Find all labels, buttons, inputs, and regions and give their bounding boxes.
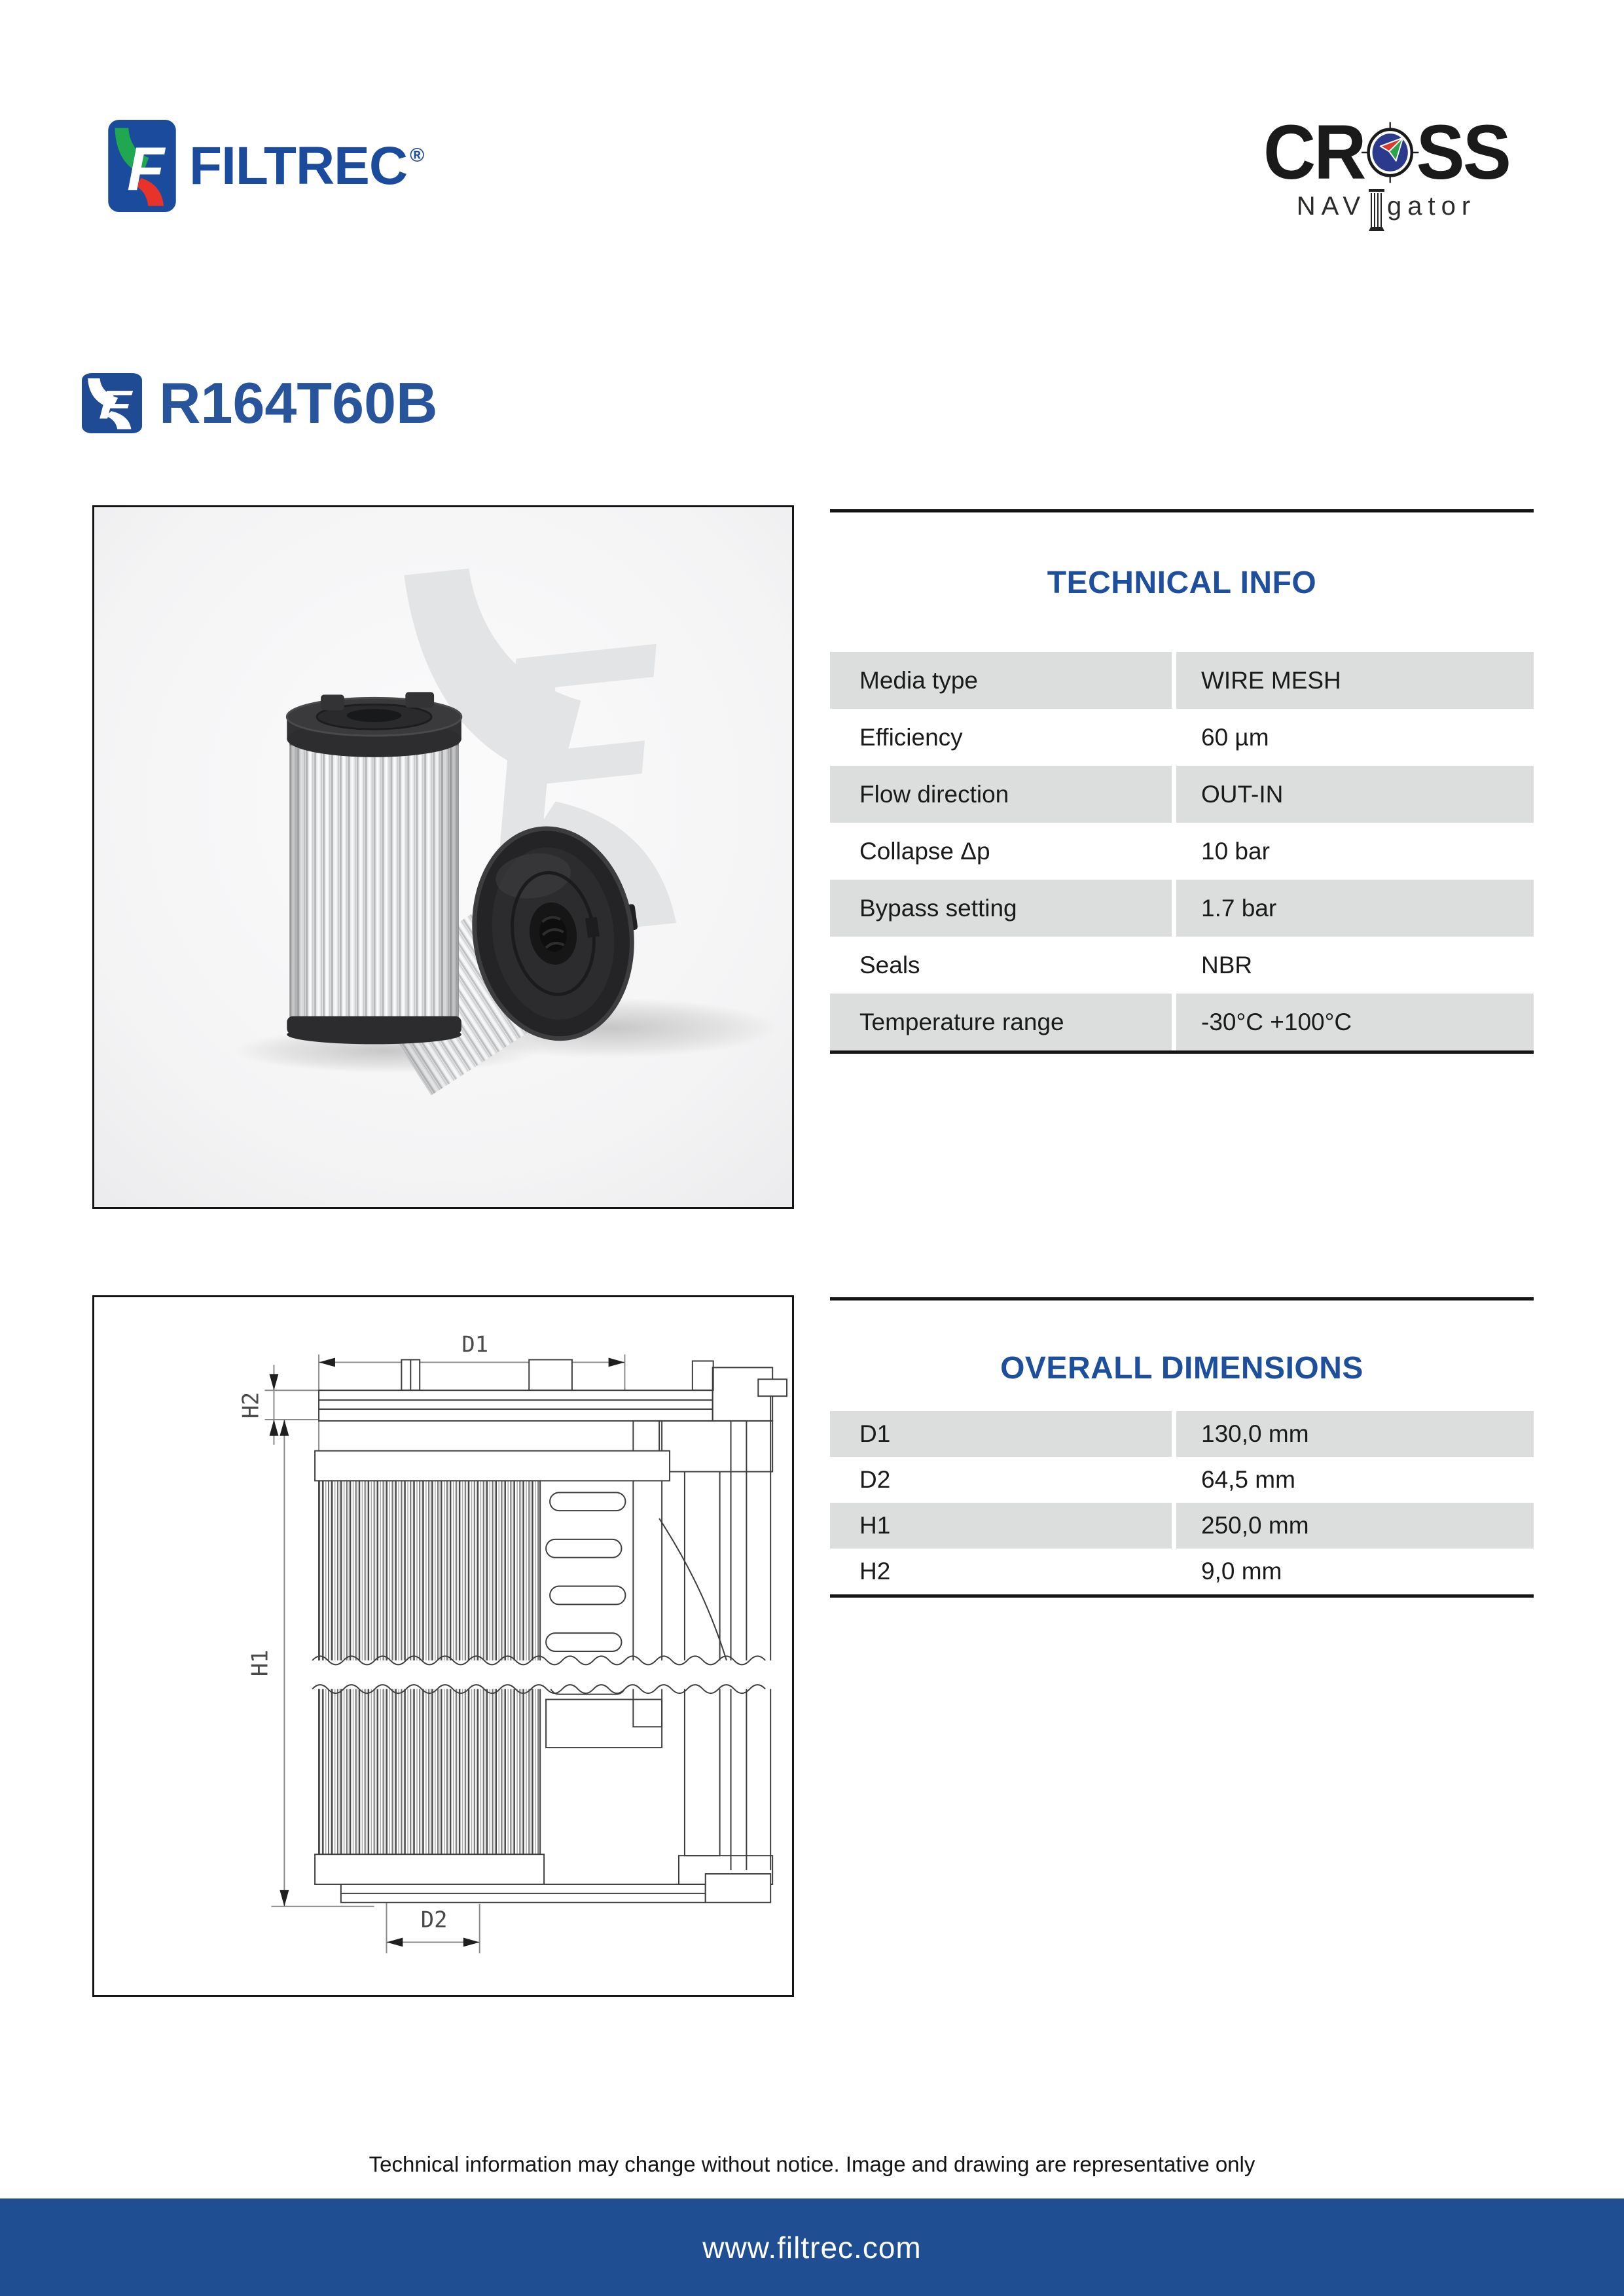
disclaimer-text: Technical information may change without notice. Image and drawing are representative only	[369, 2152, 1255, 2176]
table-row	[830, 652, 1534, 709]
product-photo-frame	[92, 505, 794, 1209]
table-row	[830, 1457, 1534, 1503]
row-label: D1	[830, 1411, 1172, 1457]
technical-info-table	[830, 652, 1534, 1050]
row-label: Media type	[830, 652, 1172, 709]
row-label: Flow direction	[830, 766, 1172, 823]
svg-text:H2: H2	[238, 1391, 264, 1419]
cell-divider	[1172, 1503, 1176, 1549]
filtrec-wordmark: FILTREC	[189, 136, 408, 196]
cross-text-right: SS	[1416, 109, 1509, 196]
cross-wordmark	[1263, 108, 1509, 197]
cross-navigator-logo	[1255, 108, 1517, 232]
row-label: Bypass setting	[830, 880, 1172, 937]
cell-divider	[1172, 1411, 1176, 1457]
row-label: Temperature range	[830, 994, 1172, 1050]
table-row	[830, 823, 1534, 880]
technical-drawing-frame	[92, 1295, 794, 1997]
table-row	[830, 709, 1534, 766]
overall-dimensions-table	[830, 1411, 1534, 1594]
nav-text: NAV	[1296, 192, 1367, 221]
filtrec-logo	[108, 120, 424, 212]
cell-divider	[1172, 766, 1176, 823]
overall-dimensions-title: OVERALL DIMENSIONS	[1000, 1351, 1363, 1386]
footer-bar	[0, 2198, 1624, 2296]
table-row	[830, 937, 1534, 994]
technical-info-section	[830, 509, 1534, 1054]
filter-cross-section	[310, 1359, 787, 1902]
navigator-wordmark	[1255, 192, 1517, 232]
section-rule-bottom	[830, 1050, 1534, 1054]
svg-text:D1: D1	[461, 1331, 489, 1357]
cell-divider	[1172, 709, 1176, 766]
standing-filter	[287, 692, 461, 1044]
row-label: D2	[830, 1457, 1172, 1503]
product-code: R164T60B	[159, 370, 438, 435]
row-value: 9,0 mm	[1176, 1549, 1534, 1594]
product-photo	[94, 507, 792, 1207]
gator-text: gator	[1387, 192, 1477, 221]
cell-divider	[1172, 994, 1176, 1050]
technical-info-title: TECHNICAL INFO	[1047, 565, 1317, 600]
overall-dimensions-section	[830, 1297, 1534, 1598]
row-value: NBR	[1176, 937, 1534, 994]
row-value: WIRE MESH	[1176, 652, 1534, 709]
row-label: H2	[830, 1549, 1172, 1594]
website-link[interactable]: www.filtrec.com	[702, 2230, 922, 2265]
filtrec-logo-icon	[108, 120, 176, 212]
row-value: 10 bar	[1176, 823, 1534, 880]
row-value: 250,0 mm	[1176, 1503, 1534, 1549]
registered-trademark-symbol: ®	[410, 145, 425, 166]
product-title-icon	[82, 373, 142, 433]
row-value: -30°C +100°C	[1176, 994, 1534, 1050]
row-label: Collapse Δp	[830, 823, 1172, 880]
cell-divider	[1172, 1549, 1176, 1594]
cell-divider	[1172, 652, 1176, 709]
table-row	[830, 1411, 1534, 1457]
technical-drawing	[94, 1297, 792, 1995]
cell-divider	[1172, 823, 1176, 880]
cell-divider	[1172, 937, 1176, 994]
cell-divider	[1172, 1457, 1176, 1503]
dimension-h2	[238, 1365, 322, 1444]
table-row	[830, 880, 1534, 937]
row-value: 1.7 bar	[1176, 880, 1534, 937]
compass-icon	[1361, 114, 1420, 191]
table-row	[830, 766, 1534, 823]
row-label: Efficiency	[830, 709, 1172, 766]
row-label: H1	[830, 1503, 1172, 1549]
table-row	[830, 1503, 1534, 1549]
row-label: Seals	[830, 937, 1172, 994]
row-value: 64,5 mm	[1176, 1457, 1534, 1503]
cross-text-left: CR	[1263, 109, 1365, 196]
product-title-row	[82, 370, 438, 435]
svg-text:H1: H1	[247, 1649, 273, 1677]
section-rule-bottom	[830, 1594, 1534, 1598]
row-value: 130,0 mm	[1176, 1411, 1534, 1457]
table-row	[830, 1549, 1534, 1594]
table-row	[830, 994, 1534, 1050]
cell-divider	[1172, 880, 1176, 937]
row-value: OUT-IN	[1176, 766, 1534, 823]
svg-text:D2: D2	[420, 1907, 448, 1933]
row-value: 60 µm	[1176, 709, 1534, 766]
